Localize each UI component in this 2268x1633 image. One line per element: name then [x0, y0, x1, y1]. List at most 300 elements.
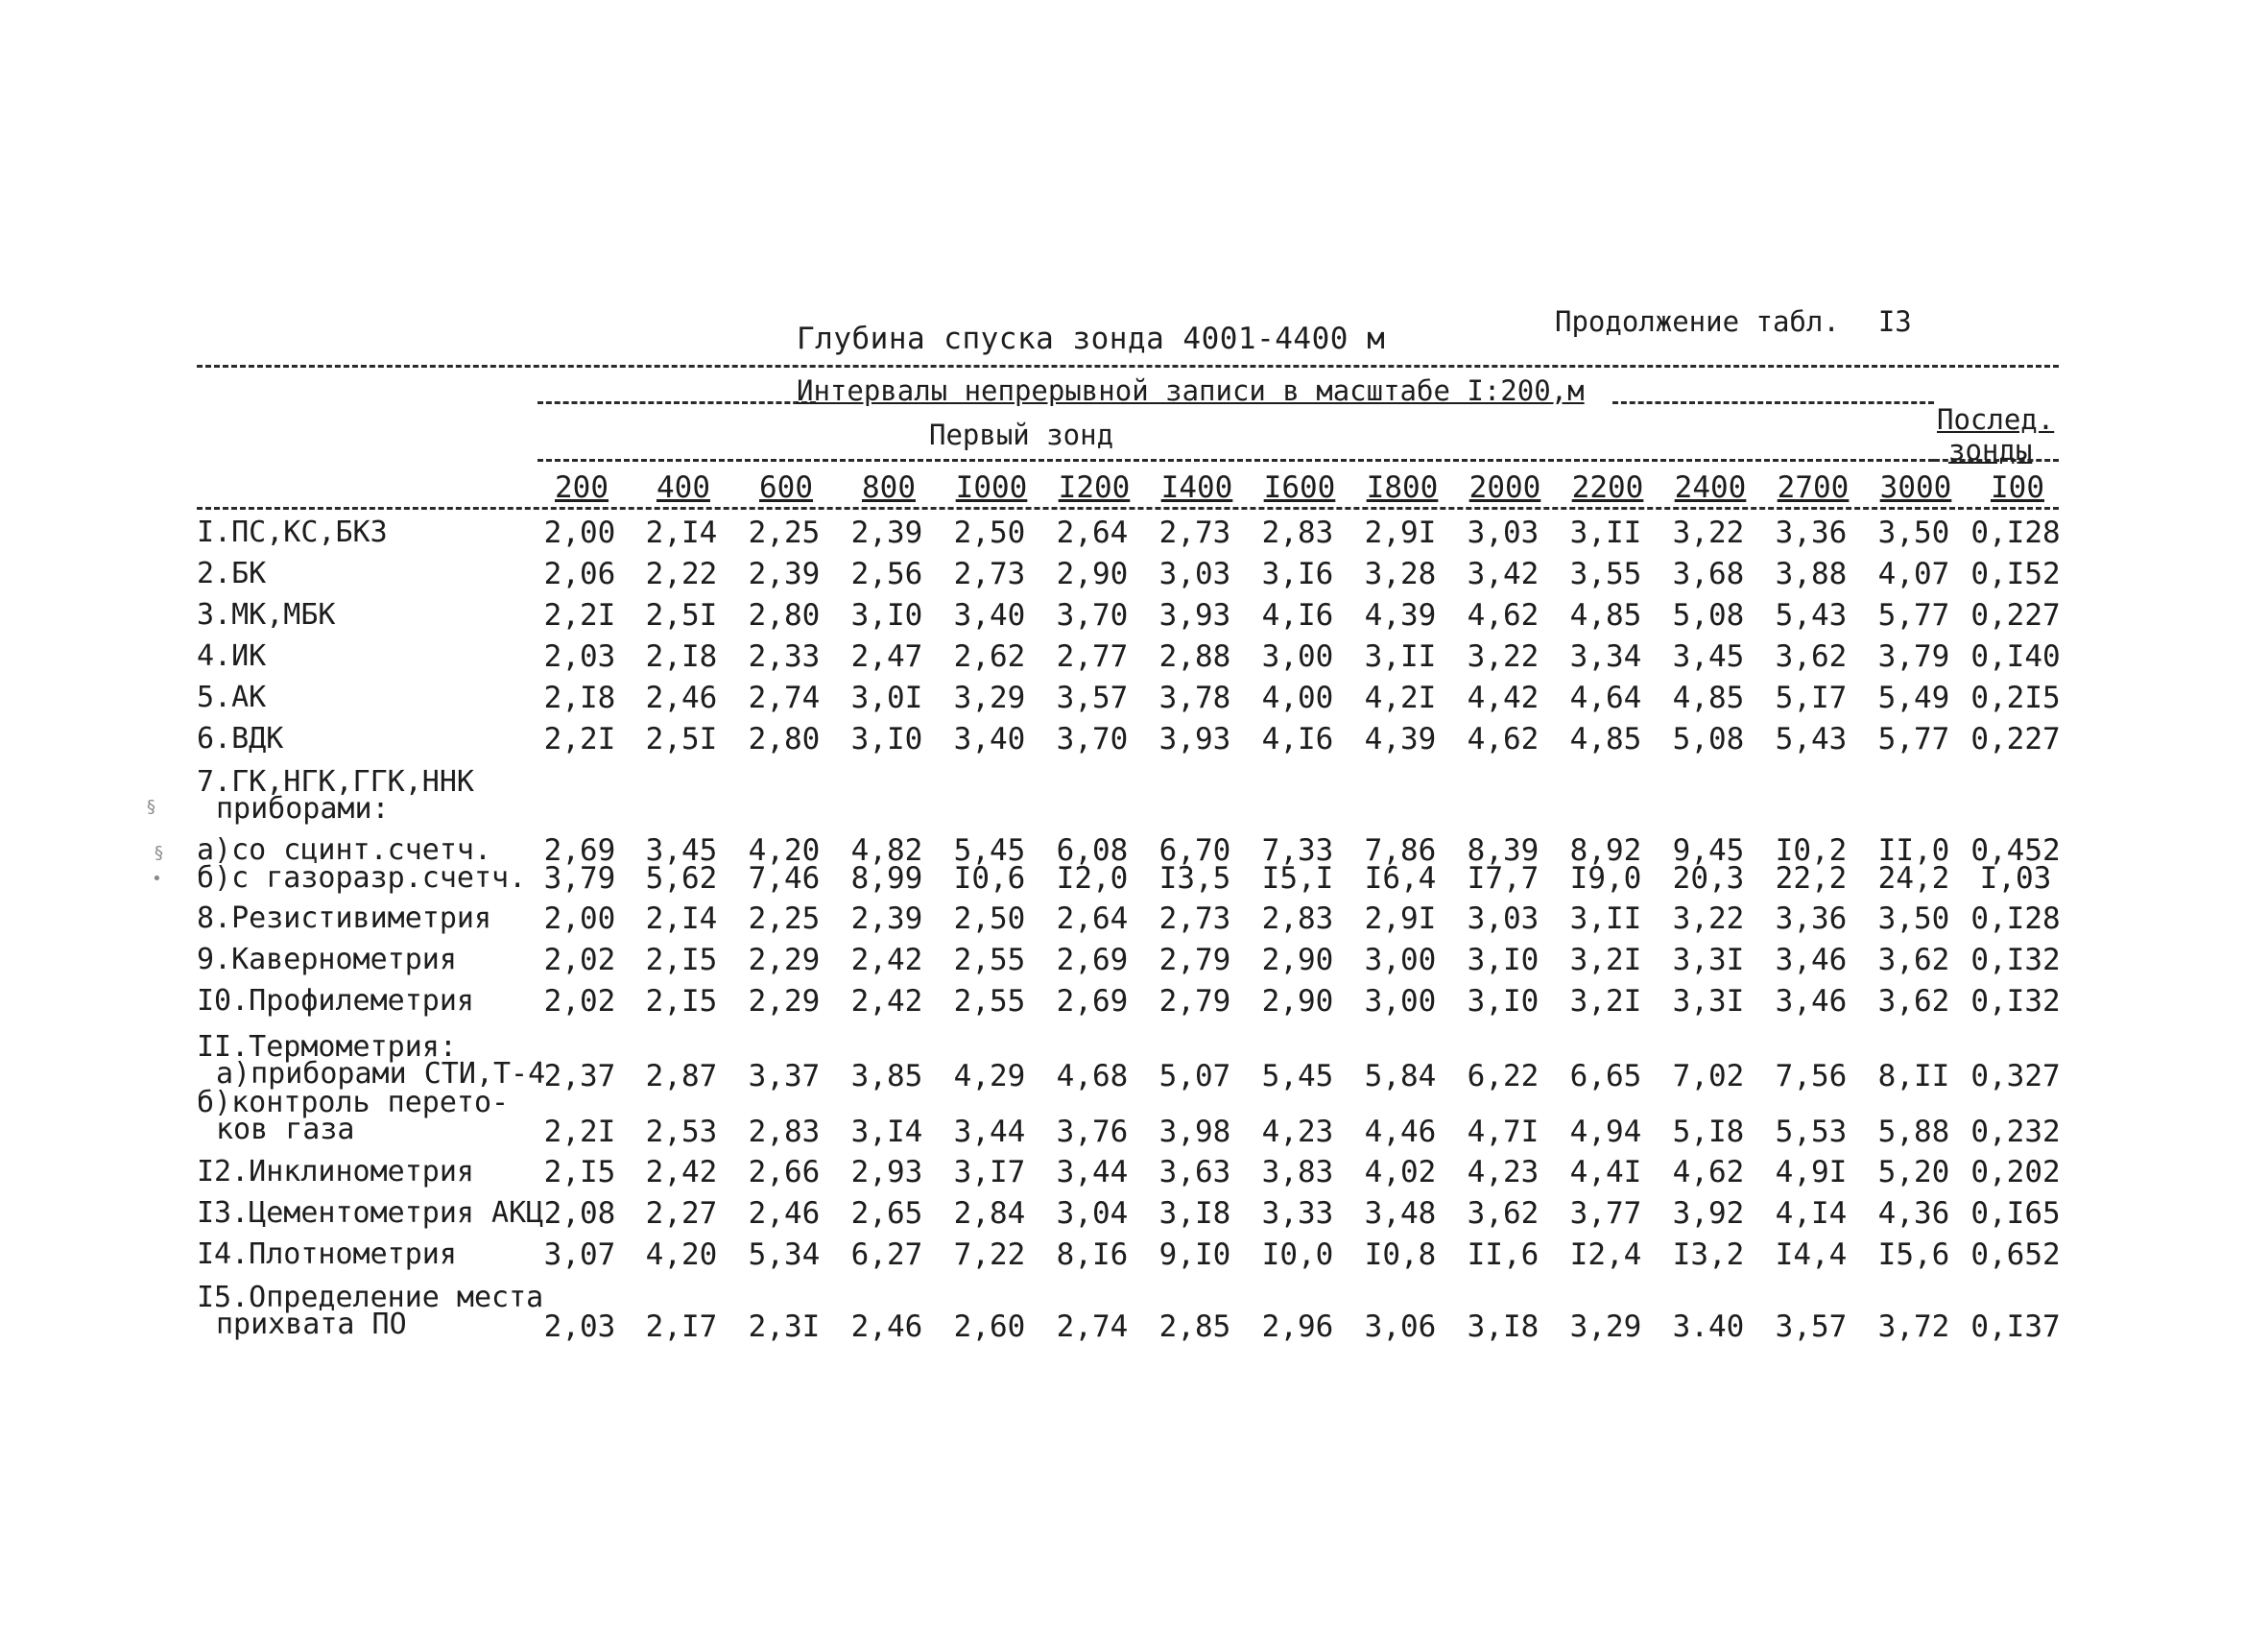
table-cell: 5,43 — [1775, 598, 1848, 633]
table-cell: 0,227 — [1970, 598, 2061, 633]
table-cell: 2,25 — [748, 901, 821, 936]
table-cell: 0,232 — [1970, 1115, 2061, 1149]
table-cell: 0,I28 — [1970, 516, 2061, 550]
table-cell: 2,64 — [1056, 901, 1129, 936]
table-cell: 2,77 — [1056, 639, 1129, 674]
table-cell: 3,33 — [1261, 1196, 1334, 1231]
row-label: I.ПС,КС,БКЗ — [197, 516, 388, 549]
table-cell: 5,77 — [1877, 722, 1950, 756]
table-cell: 7,33 — [1261, 833, 1334, 868]
table-cell: 2,74 — [1056, 1309, 1129, 1344]
column-header: 400 — [657, 470, 710, 505]
scan-mark: § — [154, 843, 164, 863]
table-cell: 5,45 — [1261, 1059, 1334, 1093]
row-label-line2: прихвата ПО — [216, 1308, 407, 1341]
table-cell: 5,84 — [1364, 1059, 1437, 1093]
table-cell: 2,80 — [748, 598, 821, 633]
table-cell: I4,4 — [1775, 1237, 1848, 1272]
table-cell: 3,83 — [1261, 1155, 1334, 1189]
table-cell: 2,46 — [748, 1196, 821, 1231]
table-cell: 3,03 — [1158, 557, 1231, 591]
top-rule — [197, 365, 2059, 368]
table-cell: 4,94 — [1569, 1115, 1642, 1149]
table-cell: 3,85 — [850, 1059, 923, 1093]
table-cell: I0,0 — [1261, 1237, 1334, 1272]
last-probe-label-line2: зонды — [1948, 434, 2033, 467]
column-header: 3000 — [1879, 470, 1952, 505]
table-cell: 3,0I — [850, 681, 923, 715]
table-cell: 2,69 — [1056, 943, 1129, 977]
interval-rule-right — [1612, 401, 1934, 404]
table-cell: 4,42 — [1467, 681, 1540, 715]
table-cell: 2,84 — [953, 1196, 1026, 1231]
table-cell: 2,02 — [543, 984, 616, 1019]
table-cell: 3,22 — [1672, 516, 1745, 550]
table-cell: 0,327 — [1970, 1059, 2061, 1093]
row-label: 2.БК — [197, 557, 267, 590]
table-cell: 0,652 — [1970, 1237, 2061, 1272]
table-cell: 2,9I — [1364, 516, 1437, 550]
table-cell: 3,II — [1364, 639, 1437, 674]
table-cell: 2,80 — [748, 722, 821, 756]
table-cell: I5,6 — [1877, 1237, 1950, 1272]
table-cell: 6,70 — [1158, 833, 1231, 868]
table-cell: 0,I32 — [1970, 943, 2061, 977]
table-cell: 2,73 — [1158, 901, 1231, 936]
table-cell: 2,37 — [543, 1059, 616, 1093]
table-cell: 3,62 — [1775, 639, 1848, 674]
table-cell: 2,62 — [953, 639, 1026, 674]
row-label: б)с газоразр.счетч. — [197, 861, 527, 895]
table-cell: 3,93 — [1158, 598, 1231, 633]
table-cell: 3,I0 — [1467, 984, 1540, 1019]
row-label: I0.Профилеметрия — [197, 984, 474, 1018]
table-cell: II,6 — [1467, 1237, 1540, 1272]
table-cell: 5,43 — [1775, 722, 1848, 756]
table-cell: 4,23 — [1261, 1115, 1334, 1149]
table-cell: 0,I65 — [1970, 1196, 2061, 1231]
table-cell: 2,90 — [1056, 557, 1129, 591]
table-cell: 7,86 — [1364, 833, 1437, 868]
table-cell: 4,07 — [1877, 557, 1950, 591]
table-cell: 3,II — [1569, 901, 1642, 936]
column-header: 2000 — [1468, 470, 1541, 505]
table-cell: 2,I4 — [645, 901, 718, 936]
table-cell: 2,42 — [850, 943, 923, 977]
row-label: I4.Плотнометрия — [197, 1237, 457, 1271]
table-cell: 2,I4 — [645, 516, 718, 550]
table-cell: 2,00 — [543, 516, 616, 550]
table-cell: 3,I6 — [1261, 557, 1334, 591]
continuation-label: Продолжение табл. — [1555, 305, 1840, 338]
column-header: 800 — [862, 470, 916, 505]
table-cell: 3,62 — [1877, 943, 1950, 977]
table-cell: 4,7I — [1467, 1115, 1540, 1149]
table-cell: 2,I5 — [645, 984, 718, 1019]
table-cell: 4,39 — [1364, 598, 1437, 633]
table-cell: 4,82 — [850, 833, 923, 868]
table-cell: 9,45 — [1672, 833, 1745, 868]
table-cell: 3,29 — [953, 681, 1026, 715]
table-cell: 2,39 — [850, 901, 923, 936]
table-cell: 5,20 — [1877, 1155, 1950, 1189]
table-cell: 3,46 — [1775, 943, 1848, 977]
table-cell: 4,23 — [1467, 1155, 1540, 1189]
table-cell: 2,50 — [953, 901, 1026, 936]
table-cell: I0,2 — [1775, 833, 1848, 868]
table-cell: 3,57 — [1056, 681, 1129, 715]
table-cell: 3,04 — [1056, 1196, 1129, 1231]
table-cell: 2,74 — [748, 681, 821, 715]
table-cell: 4,02 — [1364, 1155, 1437, 1189]
column-header: 600 — [759, 470, 813, 505]
table-cell: 3,2I — [1569, 943, 1642, 977]
column-header: I400 — [1160, 470, 1233, 505]
table-cell: 4,39 — [1364, 722, 1437, 756]
table-cell: 3,50 — [1877, 901, 1950, 936]
table-cell: 22,2 — [1775, 861, 1848, 896]
table-cell: I3,5 — [1158, 861, 1231, 896]
table-cell: 5,45 — [953, 833, 1026, 868]
table-cell: 2,03 — [543, 639, 616, 674]
table-cell: 2,3I — [748, 1309, 821, 1344]
column-header: I800 — [1366, 470, 1439, 505]
table-cell: 3,3I — [1672, 984, 1745, 1019]
table-cell: 3,79 — [543, 861, 616, 896]
table-cell: 2,73 — [953, 557, 1026, 591]
table-cell: 3,I0 — [850, 598, 923, 633]
table-cell: 3,76 — [1056, 1115, 1129, 1149]
table-cell: 4,85 — [1569, 722, 1642, 756]
table-cell: 5,77 — [1877, 598, 1950, 633]
table-cell: 3,70 — [1056, 722, 1129, 756]
table-cell: 2,88 — [1158, 639, 1231, 674]
table-cell: 4,I4 — [1775, 1196, 1848, 1231]
table-cell: 2,69 — [1056, 984, 1129, 1019]
table-cell: 5,I7 — [1775, 681, 1848, 715]
table-cell: 2,5I — [645, 598, 718, 633]
table-cell: 3,68 — [1672, 557, 1745, 591]
table-cell: 3,40 — [953, 722, 1026, 756]
table-cell: 3,88 — [1775, 557, 1848, 591]
table-cell: 3,I8 — [1467, 1309, 1540, 1344]
last-probe-label-line1: Послед. — [1937, 403, 2055, 436]
column-header: I600 — [1263, 470, 1336, 505]
table-cell: 0,452 — [1970, 833, 2061, 868]
table-cell: 3,42 — [1467, 557, 1540, 591]
table-cell: 3,I0 — [1467, 943, 1540, 977]
table-cell: 9,I0 — [1158, 1237, 1231, 1272]
table-cell: 5,I8 — [1672, 1115, 1745, 1149]
table-cell: 2,06 — [543, 557, 616, 591]
table-cell: 2,83 — [748, 1115, 821, 1149]
table-cell: 8,II — [1877, 1059, 1950, 1093]
table-cell: 24,2 — [1877, 861, 1950, 896]
table-cell: 2,87 — [645, 1059, 718, 1093]
row-label: I2.Инклинометрия — [197, 1155, 474, 1189]
table-cell: I7,7 — [1467, 861, 1540, 896]
table-cell: 3,3I — [1672, 943, 1745, 977]
table-cell: 4,2I — [1364, 681, 1437, 715]
table-cell: 5,08 — [1672, 722, 1745, 756]
table-cell: 2,2I — [543, 722, 616, 756]
table-cell: I,03 — [1979, 861, 2052, 896]
table-cell: 0,I52 — [1970, 557, 2061, 591]
table-cell: 7,46 — [748, 861, 821, 896]
table-cell: 3,07 — [543, 1237, 616, 1272]
column-header: 2700 — [1777, 470, 1850, 505]
intervals-label: Интервалы непрерывной записи в масштабе I:200,м — [797, 374, 1585, 407]
scan-mark: § — [146, 797, 156, 817]
column-header-rule — [197, 507, 2059, 510]
table-cell: 5,49 — [1877, 681, 1950, 715]
table-cell: 3,I7 — [953, 1155, 1026, 1189]
table-cell: 2,55 — [953, 984, 1026, 1019]
table-cell: 2,50 — [953, 516, 1026, 550]
first-probe-label: Первый зонд — [929, 419, 1114, 451]
table-cell: 2,60 — [953, 1309, 1026, 1344]
table-cell: 3,II — [1569, 516, 1642, 550]
table-cell: 2,39 — [748, 557, 821, 591]
table-cell: 7,56 — [1775, 1059, 1848, 1093]
table-cell: 3,29 — [1569, 1309, 1642, 1344]
table-cell: 2,08 — [543, 1196, 616, 1231]
table-cell: 2,2I — [543, 598, 616, 633]
table-cell: 2,I8 — [543, 681, 616, 715]
table-cell: 3,37 — [748, 1059, 821, 1093]
table-cell: 8,39 — [1467, 833, 1540, 868]
table-cell: 3,93 — [1158, 722, 1231, 756]
table-cell: 3,34 — [1569, 639, 1642, 674]
table-cell: 0,227 — [1970, 722, 2061, 756]
table-cell: 4,64 — [1569, 681, 1642, 715]
table-cell: 2,27 — [645, 1196, 718, 1231]
column-header: 2200 — [1571, 470, 1644, 505]
row-label-line1: I5.Определение места — [197, 1281, 544, 1314]
row-label: а)со сцинт.счетч. — [197, 833, 492, 867]
table-cell: 0,I40 — [1970, 639, 2061, 674]
table-cell: 5,07 — [1158, 1059, 1231, 1093]
table-cell: 0,2I5 — [1970, 681, 2061, 715]
table-cell: 3,00 — [1364, 943, 1437, 977]
continuation-note — [1555, 305, 1912, 338]
table-cell: 2,79 — [1158, 984, 1231, 1019]
table-cell: 0,202 — [1970, 1155, 2061, 1189]
table-cell: 3,2I — [1569, 984, 1642, 1019]
table-cell: 2,46 — [850, 1309, 923, 1344]
table-cell: 3,62 — [1877, 984, 1950, 1019]
table-cell: 2,93 — [850, 1155, 923, 1189]
table-cell: 7,02 — [1672, 1059, 1745, 1093]
column-header: I200 — [1058, 470, 1131, 505]
table-cell: 2,55 — [953, 943, 1026, 977]
table-cell: 2,65 — [850, 1196, 923, 1231]
table-cell: 4,20 — [748, 833, 821, 868]
table-cell: 2,42 — [645, 1155, 718, 1189]
table-cell: 2,2I — [543, 1115, 616, 1149]
column-header: 2400 — [1674, 470, 1747, 505]
table-cell: 3,I4 — [850, 1115, 923, 1149]
table-cell: 3,00 — [1364, 984, 1437, 1019]
table-cell: 3,79 — [1877, 639, 1950, 674]
first-probe-rule — [537, 459, 1934, 462]
table-cell: 2,83 — [1261, 901, 1334, 936]
table-cell: 0,I32 — [1970, 984, 2061, 1019]
table-cell: 3,36 — [1775, 516, 1848, 550]
table-cell: I5,I — [1261, 861, 1334, 896]
table-cell: 2,90 — [1261, 943, 1334, 977]
table-cell: 4,68 — [1056, 1059, 1129, 1093]
table-cell: 2,42 — [850, 984, 923, 1019]
table-cell: 4,9I — [1775, 1155, 1848, 1189]
table-cell: 2,53 — [645, 1115, 718, 1149]
table-cell: 5,08 — [1672, 598, 1745, 633]
table-cell: 3,36 — [1775, 901, 1848, 936]
row-label: 3.МК,МБК — [197, 598, 336, 632]
table-cell: 3,55 — [1569, 557, 1642, 591]
table-cell: 20,3 — [1672, 861, 1745, 896]
scan-mark: • — [152, 869, 162, 889]
table-cell: I3,2 — [1672, 1237, 1745, 1272]
table-cell: 2,22 — [645, 557, 718, 591]
table-cell: 2,00 — [543, 901, 616, 936]
table-cell: I2,4 — [1569, 1237, 1642, 1272]
table-cell: 4,62 — [1467, 722, 1540, 756]
table-cell: 4,85 — [1672, 681, 1745, 715]
table-cell: 3,78 — [1158, 681, 1231, 715]
table-cell: 3,03 — [1467, 516, 1540, 550]
table-cell: I0,6 — [953, 861, 1026, 896]
table-cell: 3,48 — [1364, 1196, 1437, 1231]
table-cell: 2,I5 — [645, 943, 718, 977]
row-label-line2: приборами: — [216, 792, 390, 826]
table-cell: 3,72 — [1877, 1309, 1950, 1344]
table-cell: 4,I6 — [1261, 598, 1334, 633]
table-cell: 4,36 — [1877, 1196, 1950, 1231]
table-cell: 5,62 — [645, 861, 718, 896]
row-label: 8.Резистивиметрия — [197, 901, 492, 935]
table-cell: 3,28 — [1364, 557, 1437, 591]
table-cell: 8,92 — [1569, 833, 1642, 868]
table-cell: 3,06 — [1364, 1309, 1437, 1344]
table-cell: 3,70 — [1056, 598, 1129, 633]
table-cell: 2,69 — [543, 833, 616, 868]
table-cell: 3,I8 — [1158, 1196, 1231, 1231]
row-label-line1: II.Термометрия: — [197, 1030, 457, 1064]
table-cell: 3,22 — [1467, 639, 1540, 674]
table-cell: 3,62 — [1467, 1196, 1540, 1231]
table-cell: I0,8 — [1364, 1237, 1437, 1272]
table-cell: 2,39 — [850, 516, 923, 550]
table-cell: 2,73 — [1158, 516, 1231, 550]
table-cell: 3,57 — [1775, 1309, 1848, 1344]
table-cell: 8,99 — [850, 861, 923, 896]
row-label: 5.АК — [197, 681, 267, 714]
row-label-line1: б)контроль перето- — [197, 1086, 510, 1119]
interval-rule-left — [537, 401, 816, 404]
table-cell: 3,98 — [1158, 1115, 1231, 1149]
table-cell: II,0 — [1877, 833, 1950, 868]
table-cell: 2,5I — [645, 722, 718, 756]
table-cell: 2,79 — [1158, 943, 1231, 977]
table-cell: 2,47 — [850, 639, 923, 674]
table-cell: 2,I8 — [645, 639, 718, 674]
table-cell: 2,64 — [1056, 516, 1129, 550]
table-cell: 3,77 — [1569, 1196, 1642, 1231]
table-cell: 4,29 — [953, 1059, 1026, 1093]
table-cell: I9,0 — [1569, 861, 1642, 896]
table-cell: 2,I7 — [645, 1309, 718, 1344]
table-cell: 2,02 — [543, 943, 616, 977]
table-cell: 3,44 — [1056, 1155, 1129, 1189]
column-header: I000 — [955, 470, 1028, 505]
table-cell: 3.40 — [1672, 1309, 1745, 1344]
table-cell: 6,65 — [1569, 1059, 1642, 1093]
table-cell: 6,22 — [1467, 1059, 1540, 1093]
table-cell: 3,50 — [1877, 516, 1950, 550]
table-cell: 2,I5 — [543, 1155, 616, 1189]
row-label-line2: а)приборами СТИ,Т-4 — [216, 1057, 546, 1091]
table-cell: 3,00 — [1261, 639, 1334, 674]
table-cell: 2,25 — [748, 516, 821, 550]
row-label: I3.Цементометрия АКЦ — [197, 1196, 544, 1230]
table-cell: 0,I37 — [1970, 1309, 2061, 1344]
table-cell: 4,85 — [1569, 598, 1642, 633]
table-cell: 3,I0 — [850, 722, 923, 756]
table-number: I3 — [1877, 305, 1912, 338]
table-cell: 4,62 — [1467, 598, 1540, 633]
column-header: I00 — [1991, 470, 2044, 505]
table-cell: 4,4I — [1569, 1155, 1642, 1189]
row-label: 4.ИК — [197, 639, 267, 673]
table-cell: 6,27 — [850, 1237, 923, 1272]
row-label: 9.Кавернометрия — [197, 943, 457, 976]
table-cell: I2,0 — [1056, 861, 1129, 896]
table-cell: 2,56 — [850, 557, 923, 591]
table-cell: 4,62 — [1672, 1155, 1745, 1189]
table-cell: 3,03 — [1467, 901, 1540, 936]
table-cell: 2,29 — [748, 984, 821, 1019]
table-cell: 5,88 — [1877, 1115, 1950, 1149]
table-cell: 3,45 — [1672, 639, 1745, 674]
table-cell: I6,4 — [1364, 861, 1437, 896]
table-cell: 2,03 — [543, 1309, 616, 1344]
table-cell: 0,I28 — [1970, 901, 2061, 936]
document-title: Глубина спуска зонда 4001-4400 м — [797, 322, 1386, 356]
table-cell: 2,96 — [1261, 1309, 1334, 1344]
table-cell: 2,9I — [1364, 901, 1437, 936]
table-cell: 2,66 — [748, 1155, 821, 1189]
table-cell: 2,90 — [1261, 984, 1334, 1019]
row-label-line2: ков газа — [216, 1113, 355, 1146]
table-cell: 3,46 — [1775, 984, 1848, 1019]
table-cell: 2,33 — [748, 639, 821, 674]
table-cell: 2,46 — [645, 681, 718, 715]
row-label: 6.ВДК — [197, 722, 284, 756]
table-cell: 3,22 — [1672, 901, 1745, 936]
row-label-line1: 7.ГК,НГК,ГГК,ННК — [197, 765, 474, 799]
table-cell: 6,08 — [1056, 833, 1129, 868]
table-cell: 4,46 — [1364, 1115, 1437, 1149]
table-cell: 3,63 — [1158, 1155, 1231, 1189]
table-cell: 3,45 — [645, 833, 718, 868]
table-cell: 3,44 — [953, 1115, 1026, 1149]
table-cell: 4,I6 — [1261, 722, 1334, 756]
table-cell: 8,I6 — [1056, 1237, 1129, 1272]
table-cell: 4,20 — [645, 1237, 718, 1272]
table-cell: 2,83 — [1261, 516, 1334, 550]
table-cell: 2,85 — [1158, 1309, 1231, 1344]
